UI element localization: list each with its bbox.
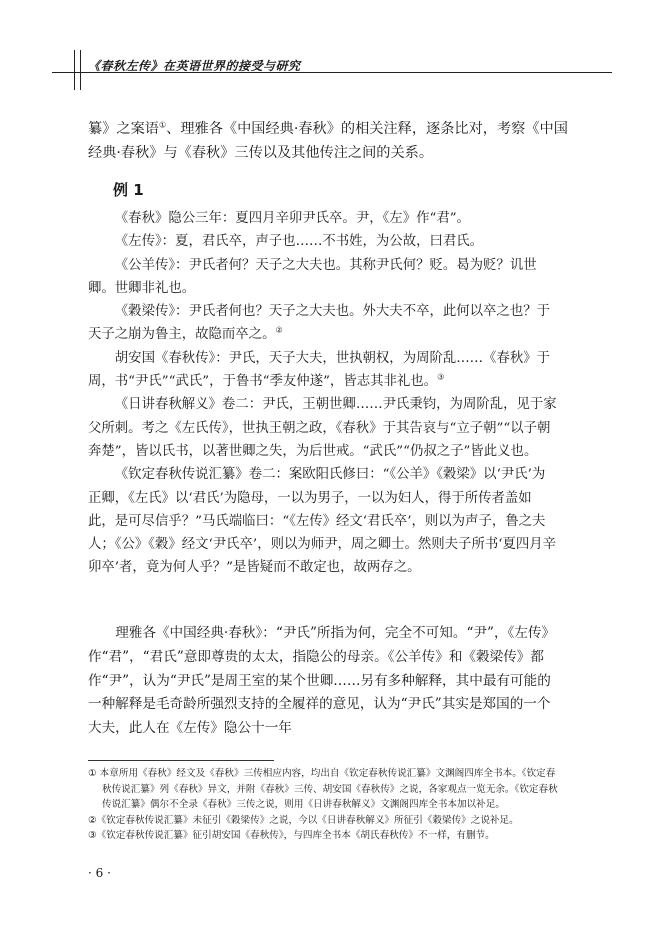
footnote-text: 本章所用《春秋》经文及《春秋》三传相应内容，均出自《钦定春秋传说汇纂》文渊阁四库全书本。《钦定春秋传说汇纂》列《春秋》异文，并附《春秋》三传、胡安国《春秋传》之说，各家观点一览无余。《钦定春秋传说汇纂》偶尔不全录《春秋》三传之说，则用《日讲春秋解义》文渊阁四库全书本加以补足。: [99, 768, 558, 810]
page-number: · 6 ·: [88, 866, 111, 880]
quote-paragraph: [88, 207, 558, 230]
quote-text: 《公羊传》：尹氏者何？天子之大夫也。其称尹氏何？贬。曷为贬？讥世卿。世卿非礼也。: [88, 257, 537, 296]
quote-paragraph: [88, 393, 558, 463]
footnote-text: 《钦定春秋传说汇纂》征引胡安国《春秋传》，与四库全书本《胡氏春秋传》不一样，有删节。: [96, 830, 495, 841]
quote-paragraph: [88, 230, 558, 253]
quote-paragraph: [88, 300, 558, 347]
footnote: [88, 813, 558, 829]
footnote-mark: ①: [158, 120, 167, 130]
body-paragraph: 理雅各《中国经典·春秋》：“尹氏”所指为何，完全不可知。“尹”，《左传》作“君”，“君氏”意即尊贵的太太，指隐公的母亲。《公羊传》和《穀梁传》都作“尹”，认为“尹氏”是周王室的某个世卿……另有多种解释，其中最有可能的一种解释是毛奇龄所强烈支持的全履祥的意见，认为“尹氏”其实是郑国的一个大夫，此人在《左传》隐公十一年: [88, 625, 556, 737]
footnote-text: 《钦定春秋传说汇纂》未征引《穀梁传》之说，今以《日讲春秋解义》所征引《穀梁传》之说补足。: [96, 814, 519, 826]
quote-text: 《左传》：夏，君氏卒，声子也……不书姓，为公故，曰君氏。: [114, 234, 484, 250]
quote-text: 《春秋》隐公三年：夏四月辛卯尹氏卒。尹，《左》作“君”。: [114, 211, 470, 226]
quote-text: 《穀梁传》：尹氏者何也？天子之大夫也。外大夫不卒，此何以卒之也？于天子之崩为鲁主，故隐而卒之。: [88, 304, 550, 343]
running-title: 《春秋左传》在英语世界的接受与研究: [88, 59, 301, 73]
quote-text: 《日讲春秋解义》卷二：尹氏，王朝世卿……尹氏秉钧，为周阶乱，见于家父所刺。考之《左氏传》，世执王朝之政，《春秋》于其告哀与“立子朝”“以子朝奔楚”，皆以氏书，以著世卿之失，为后世戒。“武氏”“仍叔之子”皆此义也。: [88, 397, 557, 459]
footnote: [88, 766, 558, 813]
example-heading: 例 1: [113, 181, 144, 199]
quote-paragraph: [88, 347, 558, 394]
footnote-rule: [88, 760, 274, 761]
intro-text-continued: 、理雅各《中国经典·春秋》的相关注释，逐条比对，考察《中国经典·春秋》与《春秋》三传以及其他传注之间的关系。: [88, 121, 568, 161]
header-rule-vertical: [74, 50, 75, 90]
quote-text: 《钦定春秋传说汇纂》卷二：案欧阳氏修曰：“《公羊》《穀梁》以‘尹氏’为正卿，《左氏》以‘君氏’为隐母，一以为男子，一以为妇人，得于所传者盖如此，是可尽信乎？”马氏端临曰：“《左传》经文‘君氏卒’，则以为声子，鲁之夫人；《公》《穀》经文‘尹氏卒’，则以为师尹，周之卿士。然则夫子所书‘夏四月辛卯卒’者，竟为何人乎？”是皆疑而不敢定也，故两存之。: [88, 467, 557, 576]
footnote-mark: ②: [275, 326, 283, 336]
quote-paragraph: [88, 254, 558, 301]
header-rule-vertical: [80, 50, 81, 90]
intro-text: 纂》之案语: [88, 121, 159, 137]
footnote-mark: ③: [437, 372, 445, 382]
quote-text: 胡安国《春秋传》：尹氏，天子大夫，世执朝权，为周阶乱……《春秋》于周，书“尹氏”“武氏”，于鲁书“季友仲遂”，皆志其非礼也。: [88, 350, 550, 390]
footnote-number: ①: [88, 768, 97, 779]
body-paragraph-block: [88, 622, 558, 741]
intro-paragraph: [88, 117, 578, 165]
footnotes: [88, 766, 558, 844]
footnote: [88, 828, 558, 844]
footnote-number: ②: [88, 814, 97, 826]
footnote-number: ③: [88, 830, 97, 841]
quotation-block: [88, 207, 558, 580]
quote-paragraph: [88, 463, 558, 579]
